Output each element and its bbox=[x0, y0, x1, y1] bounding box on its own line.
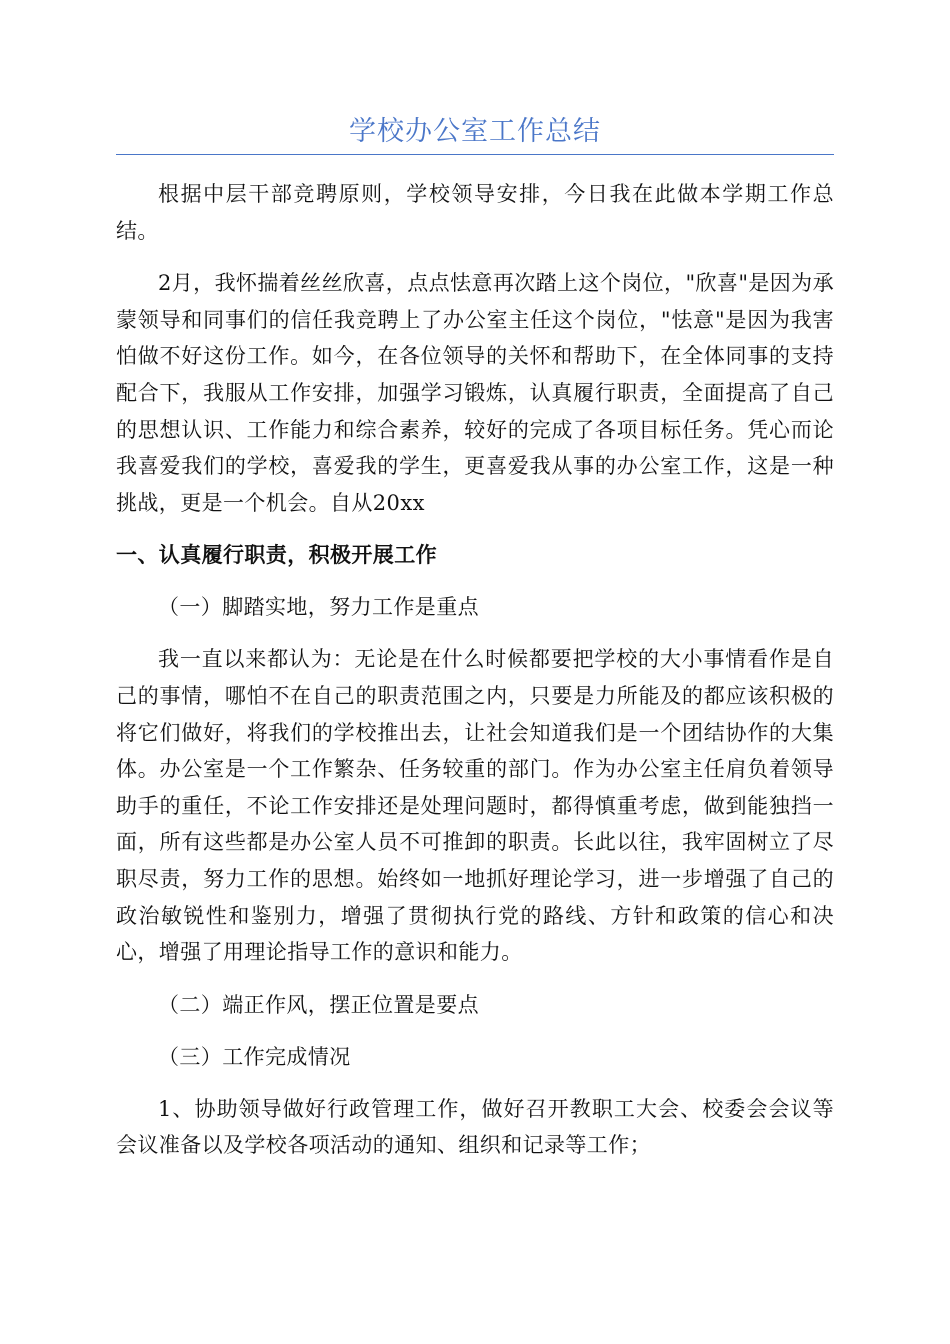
paragraph-february: 2月，我怀揣着丝丝欣喜，点点怯意再次踏上这个岗位，"欣喜"是因为承蒙领导和同事们的信任我竞聘上了办公室主任这个岗位，"怯意"是因为我害怕做不好这份工作。如今，在各位领导的关怀和帮助下，在全体同事的支持配合下，我服从工作安排，加强学习锻炼，认真履行职责，全面提高了自己的思想认识、工作能力和综合素养，较好的完成了各项目标任务。凭心而论我喜爱我们的学校，喜爱我的学生，更喜爱我从事的办公室工作，这是一种挑战，更是一个机会。自从20xx bbox=[116, 271, 834, 515]
document-body bbox=[116, 176, 834, 1180]
paragraph-intro: 根据中层干部竞聘原则，学校领导安排，今日我在此做本学期工作总结。 bbox=[116, 182, 834, 243]
subheading-3: （三）工作完成情况 bbox=[158, 1044, 351, 1069]
title-underline bbox=[116, 154, 834, 155]
subheading-1: （一）脚踏实地，努力工作是重点 bbox=[158, 595, 479, 620]
paragraph-item-1: 1、协助领导做好行政管理工作，做好召开教职工大会、校委会会议等会议准备以及学校各项活动的通知、组织和记录等工作； bbox=[116, 1096, 834, 1158]
section-heading-1: 一、认真履行职责，积极开展工作 bbox=[116, 542, 437, 568]
document-title: 学校办公室工作总结 bbox=[349, 116, 601, 147]
paragraph-work-attitude: 我一直以来都认为：无论是在什么时候都要把学校的大小事情看作是自己的事情，哪怕不在自己的职责范围之内，只要是力所能及的都应该积极的将它们做好，将我们的学校推出去，让社会知道我们是一个团结协作的大集体。办公室是一个工作繁杂、任务较重的部门。作为办公室主任肩负着领导助手的重任，不论工作安排还是处理问题时，都得慎重考虑，做到能独挡一面，所有这些都是办公室人员不可推卸的职责。长此以往，我牢固树立了尽职尽责，努力工作的思想。始终如一地抓好理论学习，进一步增强了自己的政治敏锐性和鉴别力，增强了贯彻执行党的路线、方针和政策的信心和决心，增强了用理论指导工作的意识和能力。 bbox=[116, 647, 834, 965]
subheading-2: （二）端正作风，摆正位置是要点 bbox=[158, 992, 479, 1017]
